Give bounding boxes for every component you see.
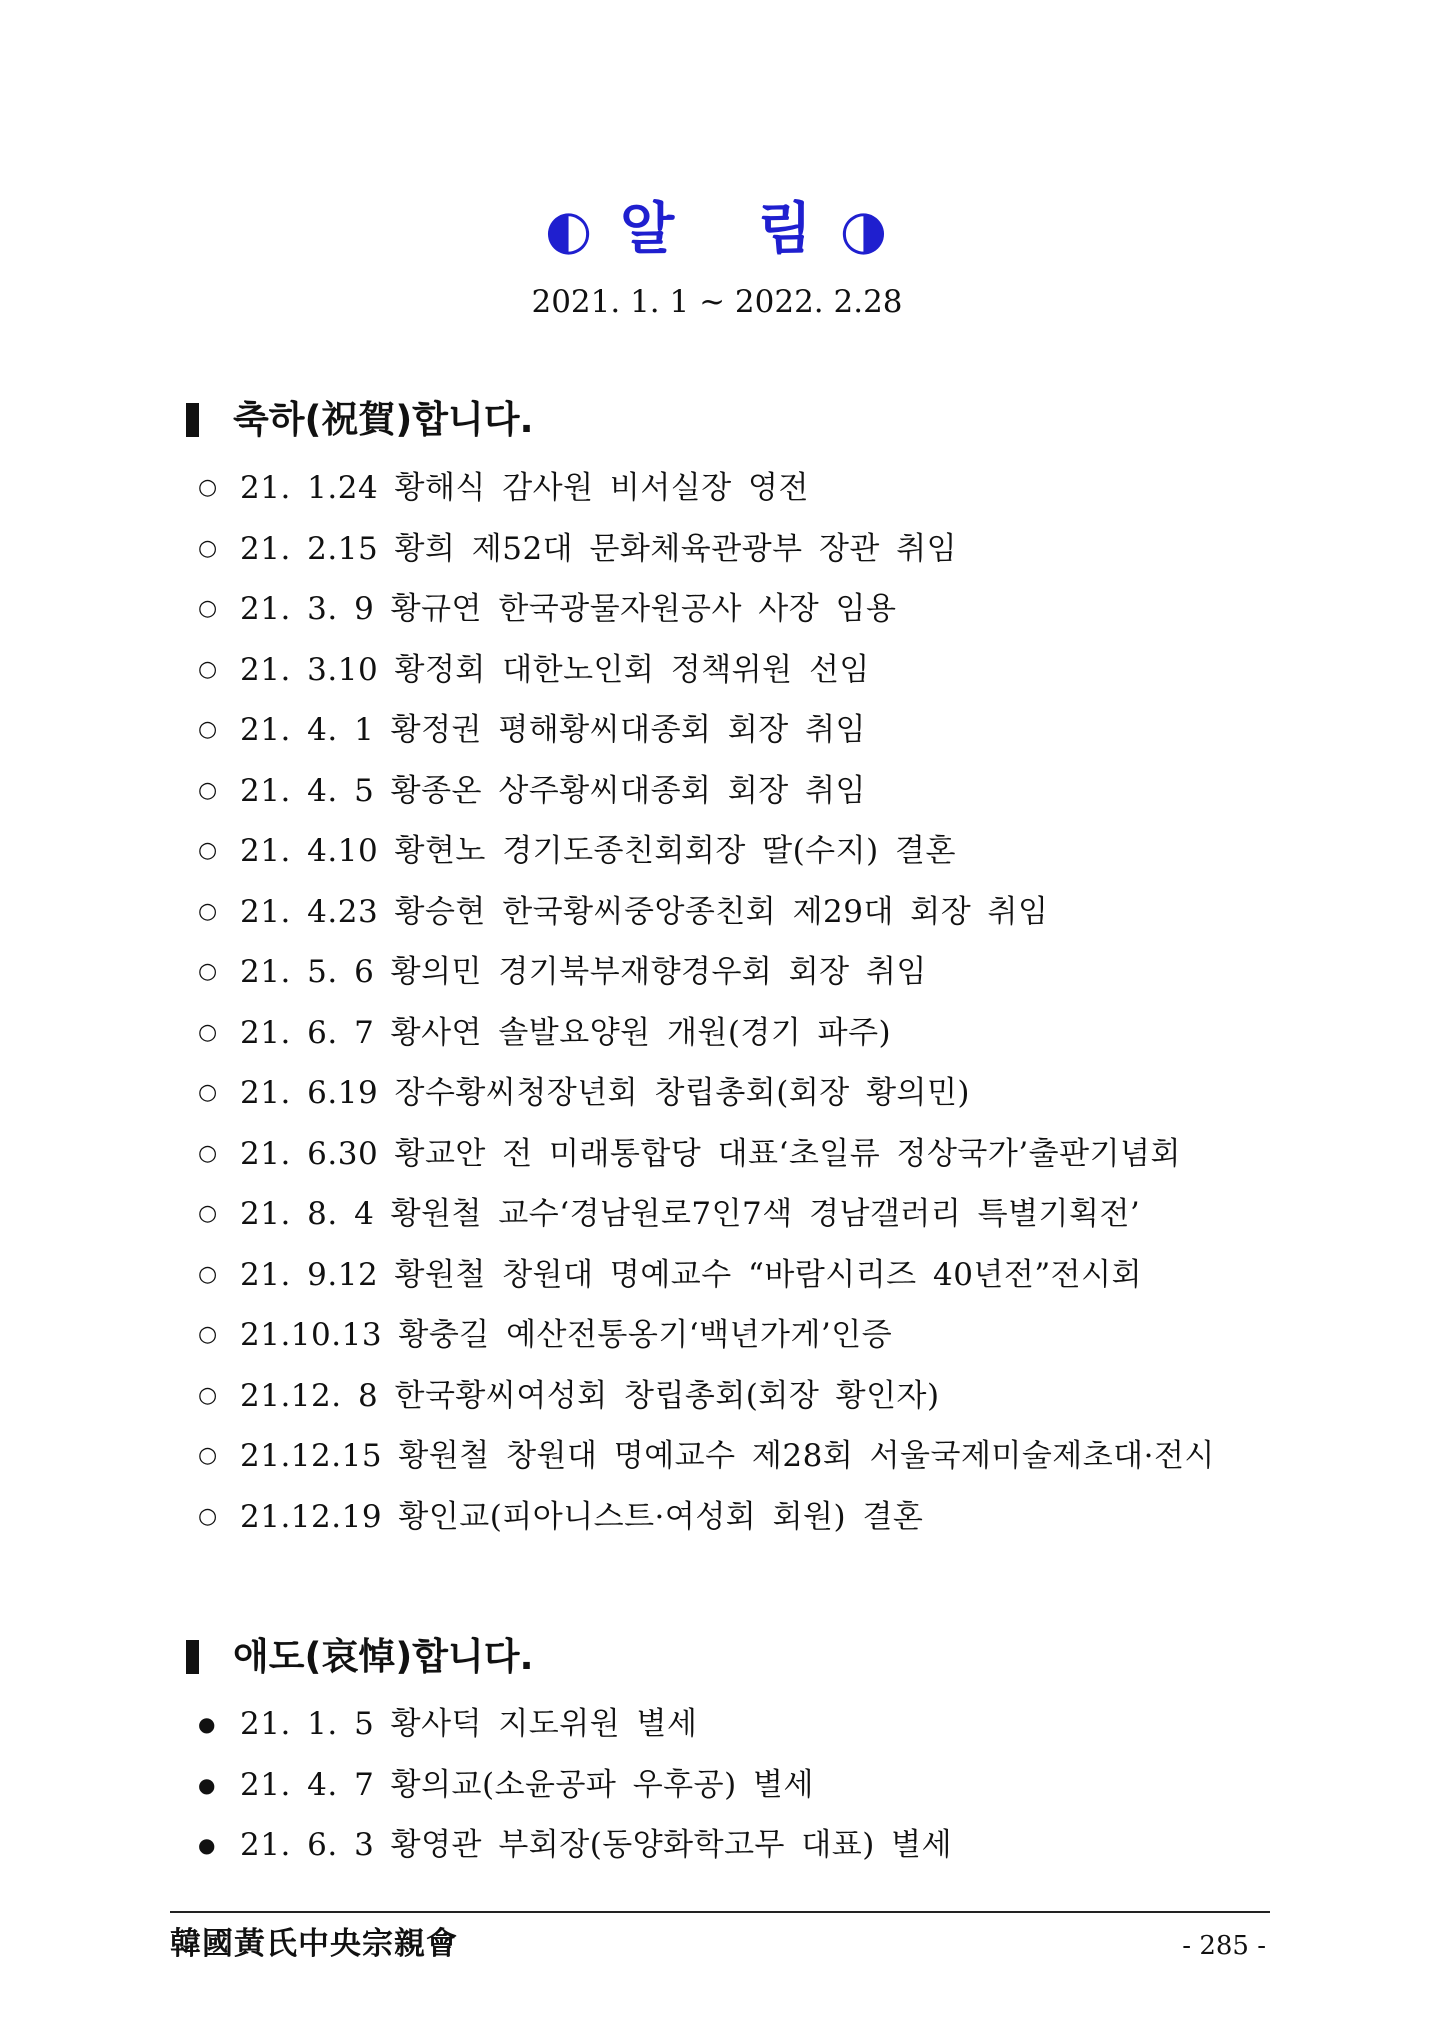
list-item-text: 21. 3. 9 황규연 한국광물자원공사 사장 임용 (240, 591, 897, 628)
list-item (198, 1487, 1338, 1548)
condolences-heading-text: 애도(哀悼)합니다. (233, 1635, 534, 1678)
section-bar-icon (186, 1640, 199, 1674)
list-item-text: 21. 5. 6 황의민 경기북부재향경우회 회장 취임 (240, 954, 927, 991)
list-item-text: 21. 4.23 황승현 한국황씨중앙종친회 제29대 회장 취임 (240, 893, 1049, 930)
list-item-text: 21. 4. 1 황정권 평해황씨대종회 회장 취임 (240, 712, 866, 749)
list-item (198, 1694, 1338, 1755)
list-item (198, 1003, 1338, 1064)
list-item (198, 1305, 1338, 1366)
list-item-text: 21.12. 8 한국황씨여성회 창립총회(회장 황인자) (240, 1377, 940, 1414)
list-item (198, 1755, 1338, 1816)
congratulations-list (198, 458, 1338, 1547)
list-item (198, 579, 1338, 640)
list-item (198, 1184, 1338, 1245)
list-item (198, 761, 1338, 822)
condolences-list (198, 1694, 1338, 1876)
congratulations-heading (186, 395, 534, 445)
list-item (198, 519, 1338, 580)
list-item-text: 21. 1. 5 황사덕 지도위원 별세 (240, 1706, 698, 1743)
circle-bullet-icon: ○ (198, 777, 218, 803)
condolences-heading (186, 1632, 534, 1682)
list-item (198, 1124, 1338, 1185)
circle-bullet-icon: ○ (198, 838, 218, 864)
list-item-text: 21. 6.30 황교안 전 미래통합당 대표‘초일류 정상국가’출판기념회 (240, 1135, 1181, 1172)
footer-organization: 韓國黃氏中央宗親會 (170, 1926, 458, 1962)
list-item-text: 21.12.19 황인교(피아니스트·여성회 회원) 결혼 (240, 1498, 924, 1535)
circle-bullet-icon: ○ (198, 1080, 218, 1106)
circle-bullet-icon: ○ (198, 717, 218, 743)
list-item-text: 21.10.13 황충길 예산전통옹기‘백년가게’인증 (240, 1317, 893, 1354)
list-item (198, 1063, 1338, 1124)
circle-bullet-icon: ○ (198, 959, 218, 985)
page-title-text: 알 림 (620, 196, 814, 262)
list-item-text: 21. 8. 4 황원철 교수‘경남원로7인7색 경남갤러리 특별기획전’ (240, 1196, 1141, 1233)
list-item (198, 1426, 1338, 1487)
list-item (198, 1366, 1338, 1427)
page-number: - 285 - (1182, 1931, 1266, 1961)
list-item-text: 21. 4. 5 황종온 상주황씨대종회 회장 취임 (240, 772, 866, 809)
circle-bullet-icon: ○ (198, 596, 218, 622)
list-item-text: 21. 3.10 황정회 대한노인회 정책위원 선임 (240, 651, 870, 688)
list-item-text: 21. 6.19 장수황씨청장년회 창립총회(회장 황의민) (240, 1075, 971, 1112)
list-item (198, 700, 1338, 761)
filled-circle-bullet-icon: ● (198, 1712, 216, 1737)
date-range: 2021. 1. 1 ~ 2022. 2.28 (531, 284, 903, 320)
circle-bullet-icon: ○ (198, 898, 218, 924)
list-item (198, 821, 1338, 882)
footer-divider (170, 1911, 1270, 1913)
list-item-text: 21. 6. 3 황영관 부회장(동양화학고무 대표) 별세 (240, 1827, 953, 1864)
list-item (198, 1245, 1338, 1306)
half-circle-left-icon: ◐ (545, 197, 595, 261)
list-item-text: 21. 4.10 황현노 경기도종친회회장 딸(수지) 결혼 (240, 833, 956, 870)
list-item (198, 640, 1338, 701)
half-circle-right-icon: ◑ (839, 197, 889, 261)
list-item-text: 21. 4. 7 황의교(소윤공파 우후공) 별세 (240, 1766, 814, 1803)
circle-bullet-icon: ○ (198, 1261, 218, 1287)
filled-circle-bullet-icon: ● (198, 1772, 216, 1797)
circle-bullet-icon: ○ (198, 1140, 218, 1166)
circle-bullet-icon: ○ (198, 1019, 218, 1045)
circle-bullet-icon: ○ (198, 1382, 218, 1408)
list-item-text: 21.12.15 황원철 창원대 명예교수 제28회 서울국제미술제초대·전시 (240, 1438, 1215, 1475)
circle-bullet-icon: ○ (198, 1322, 218, 1348)
list-item-text: 21. 2.15 황희 제52대 문화체육관광부 장관 취임 (240, 530, 958, 567)
list-item (198, 942, 1338, 1003)
list-item (198, 1815, 1338, 1876)
list-item (198, 458, 1338, 519)
filled-circle-bullet-icon: ● (198, 1833, 216, 1858)
circle-bullet-icon: ○ (198, 1201, 218, 1227)
circle-bullet-icon: ○ (198, 535, 218, 561)
section-bar-icon (186, 403, 199, 437)
congratulations-heading-text: 축하(祝賀)합니다. (233, 398, 534, 441)
circle-bullet-icon: ○ (198, 1443, 218, 1469)
list-item-text: 21. 1.24 황해식 감사원 비서실장 영전 (240, 470, 809, 507)
circle-bullet-icon: ○ (198, 475, 218, 501)
list-item-text: 21. 9.12 황원철 창원대 명예교수 “바람시리즈 40년전”전시회 (240, 1256, 1143, 1293)
page-title (0, 192, 1434, 265)
circle-bullet-icon: ○ (198, 1503, 218, 1529)
list-item (198, 882, 1338, 943)
circle-bullet-icon: ○ (198, 656, 218, 682)
list-item-text: 21. 6. 7 황사연 솔발요양원 개원(경기 파주) (240, 1014, 892, 1051)
